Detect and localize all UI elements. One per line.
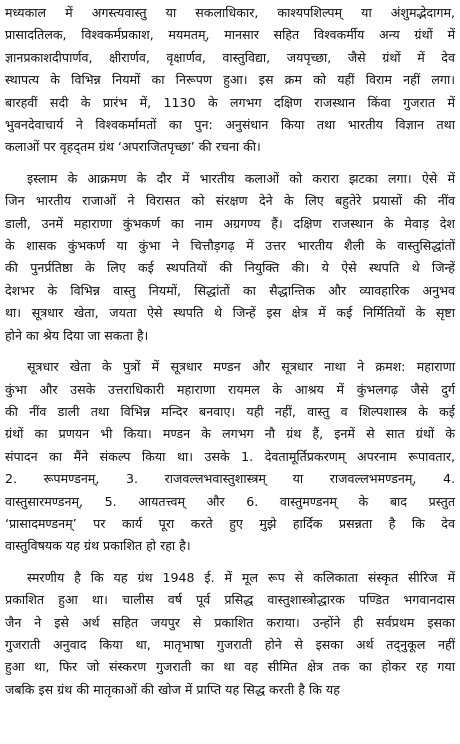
- paragraph-line: भुवनदेवाचार्य ने विश्वकर्मामतों का पुन: अनुसंधान किया तथा भारतीय विज्ञान तथा: [5, 117, 455, 133]
- paragraph-2: [5, 168, 455, 347]
- paragraph-line: बारहवीं सदी के प्रारंभ में, 1130 के लगभग दक्षिण राजस्थान किंवा गुजरात में: [5, 94, 455, 110]
- paragraph-line: स्थापत्य के विभिन्न नियमों का निरूपण हुआ। इस क्रम को यहीं विराम नहीं लगा।: [5, 72, 455, 88]
- paragraph-line: जैन ने इसे अर्थ सहित जयपुर से प्रकाशित कराया। उन्होंने ही सर्वप्रथम इसका: [5, 614, 455, 630]
- paragraph-1: [5, 2, 455, 159]
- paragraph-line: मध्यकाल में अगस्त्यवास्तु या सकलाधिकार, काश्यपशिल्पम् या अंशुमद्भेदागम,: [5, 5, 455, 20]
- paragraph-line: हुआ था, फिर जो संस्करण गुजराती का था वह सीमित क्षेत्र तक का होकर रह गया: [5, 659, 455, 675]
- paragraph-line: कलाओं पर वृहद्तम ग्रंथ ‘अपराजितपृच्छा’ की रचना की।: [5, 139, 261, 155]
- paragraph-line: डाली, उनमें महाराणा कुंभकर्ण का नाम अग्रगण्य हैं। दक्षिण राजस्थान के मेवाड़ देश: [5, 215, 455, 231]
- paragraph-line: सूत्रधार खेता के पुत्रों में सूत्रधार मण्डन और सूत्रधार नाथा ने क्रमश: महाराणा: [27, 359, 455, 375]
- paragraph-line: वास्तुविषयक यह ग्रंथ प्रकाशित हो रहा है।: [5, 538, 191, 554]
- paragraph-4: [5, 567, 455, 701]
- paragraph-line: ग्रंथों का प्रणयन भी किया। मण्डन के लगभग नौ ग्रंथ हैं, इनमें से सात ग्रंथों के: [5, 426, 455, 442]
- paragraph-line: स्मरणीय है कि यह ग्रंथ 1948 ई. में मूल रूप से कलिकाता संस्कृत सीरिज में: [27, 569, 455, 585]
- paragraph-line: ज्ञानप्रकाशदीपार्णव, क्षीरार्णव, वृक्षार्णव, वास्तुविद्या, जयपृच्छा, जैसे ग्रंथों में देव: [5, 49, 455, 65]
- paragraph-gap: [5, 558, 455, 567]
- paragraph-line: प्रासादतिलक, विश्वकर्मप्रकाश, मयमतम्, मानसार सहित विश्वकर्मीय अन्य ग्रंथों में: [5, 27, 455, 43]
- paragraph-line: के शासक कुंभकर्ण या कुंभा ने चित्तौड़गढ़ में उत्तर भारतीय शैली के वास्तुसिद्धांतों: [5, 238, 455, 254]
- paragraph-line: गुजराती अनुवाद किया था, मातृभाषा गुजराती होने से इसका अर्थ तद्नुकूल नहीं: [5, 636, 455, 652]
- paragraph-3: [5, 356, 455, 558]
- paragraph-line: जबकि इस ग्रंथ की मातृकाओं की खोज में प्राप्ति यह सिद्ध करती है कि यह: [5, 681, 340, 697]
- paragraph-line: की नींव डाली तथा विभिन्न मन्दिर बनवाए। यही नहीं, वास्तु व शिल्पशास्त्र के कई: [5, 403, 455, 419]
- paragraph-line: प्रकाशित हुआ था। चालीस वर्ष पूर्व प्रसिद्ध वास्तुशास्त्रोद्धारक पण्डित भगवानदास: [5, 592, 455, 608]
- paragraph-line: जिन भारतीय राजाओं ने विरासत को संरक्षण देने के लिए बहुतेरे प्रयासों की नींव: [5, 193, 455, 209]
- paragraph-line: संपादन का मैंने संकल्प किया था। उसके 1. देवतामूर्तिप्रकरणम् अपरनाम रूपावतार,: [5, 448, 455, 464]
- paragraph-gap: [5, 347, 455, 356]
- paragraph-line: ‘प्रासादमण्डनम्’ पर कार्य पूरा करते हुए मुझे हार्दिक प्रसन्नता है कि देव: [5, 515, 455, 531]
- paragraph-line: की पुनर्प्रतिष्ठा के लिए कई स्थपतियों की नियुक्ति की। ये ऐसे स्थपति थे जिन्हें: [5, 260, 455, 276]
- paragraph-line: होने का श्रेय दिया जा सकता है।: [5, 327, 149, 343]
- paragraph-line: कुंभा और उसके उत्तराधिकारी महाराणा रायमल के आश्रय में कुंभलगढ़ जैसे दुर्ग: [5, 381, 455, 397]
- paragraph-line: देशभर के विभिन्न वास्तु नियमों, सिद्धांतों का सैद्धान्तिक और व्यावहारिक अनुभव: [5, 282, 455, 298]
- paragraph-line: 2. रूपमण्डनम्, 3. राजवल्लभवास्तुशास्त्रम् या राजवल्लभमण्डनम्, 4.: [5, 471, 455, 487]
- paragraph-gap: [5, 159, 455, 168]
- paragraph-line: इस्लाम के आक्रमण के दौर में भारतीय कलाओं को करारा झटका लगा। ऐसे में: [27, 170, 455, 186]
- paragraph-line: वास्तुसारमण्डनम्, 5. आयतत्त्वम् और 6. वास्तुमण्डनम् के बाद प्रस्तुत: [5, 493, 455, 509]
- paragraph-line: था। सूत्रधार खेता, जयता ऐसे स्थपति थे जिन्हें इस क्षेत्र में कई निर्मितियों के सृष्टा: [5, 305, 455, 321]
